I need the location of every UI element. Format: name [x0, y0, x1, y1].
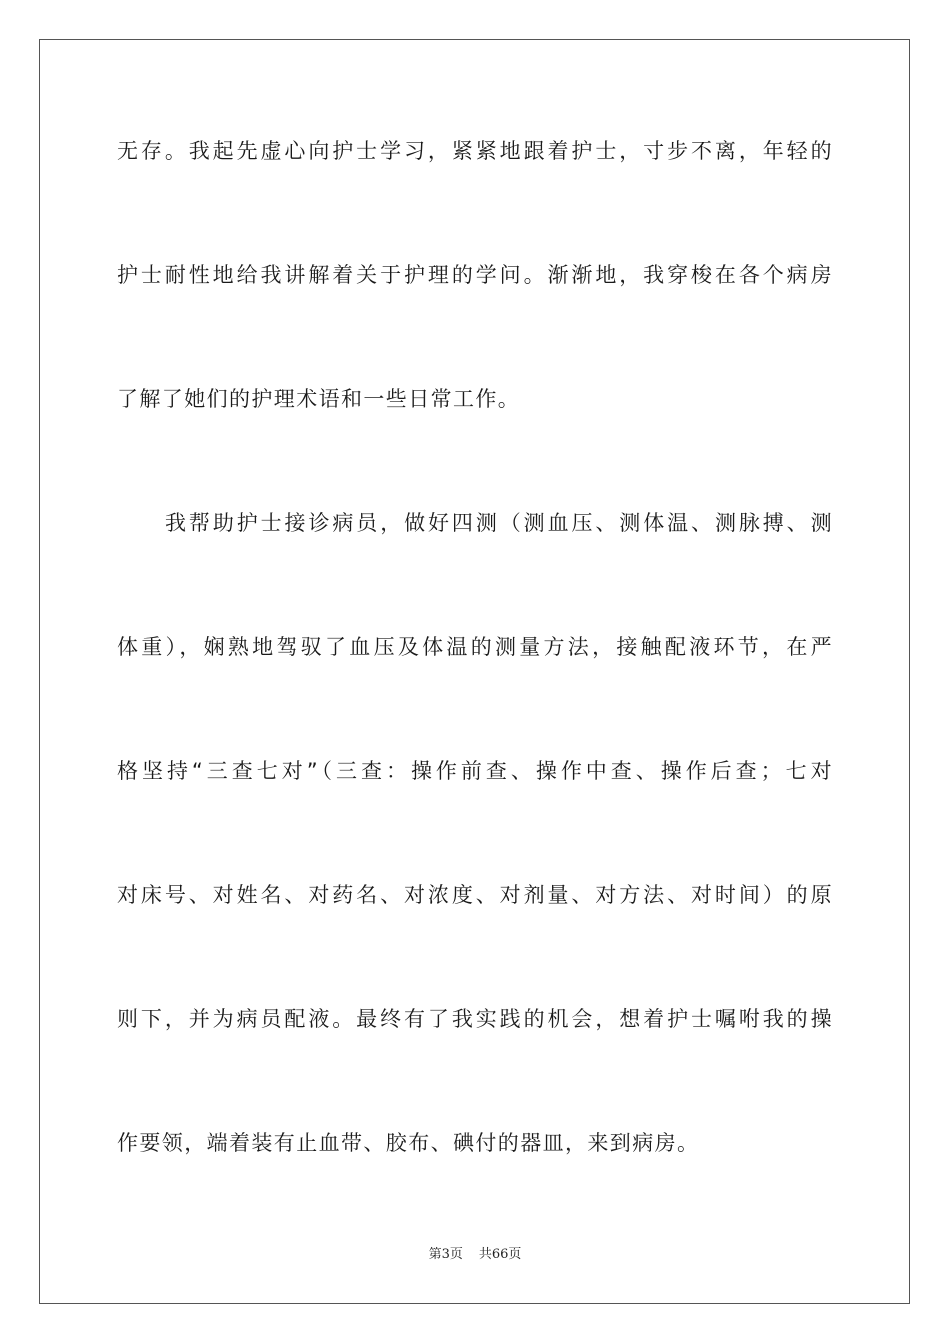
- page-number: 第3页: [428, 1247, 463, 1262]
- paragraph-line: 体重），娴熟地驾驭了血压及体温的测量方法，接触配液环节，在严: [117, 635, 833, 659]
- paragraph-line: 则下，并为病员配液。最终有了我实践的机会，想着护士嘱咐我的操: [117, 1007, 833, 1031]
- paragraph-line: 格坚持“三查七对”（三查：操作前查、操作中查、操作后查；七对: [117, 759, 833, 783]
- paragraph-line: 对床号、对姓名、对药名、对浓度、对剂量、对方法、对时间）的原: [117, 883, 833, 907]
- paragraph-line-indented: 我帮助护士接诊病员，做好四测（测血压、测体温、测脉搏、测: [165, 511, 833, 535]
- page-total: 共66页: [478, 1247, 522, 1262]
- paragraph-line: 护士耐性地给我讲解着关于护理的学问。渐渐地，我穿梭在各个病房: [117, 263, 833, 287]
- page-footer: [0, 1246, 950, 1264]
- paragraph-line: 无存。我起先虚心向护士学习，紧紧地跟着护士，寸步不离，年轻的: [117, 139, 833, 163]
- paragraph-line: 了解了她们的护理术语和一些日常工作。: [117, 387, 521, 411]
- page-border: [39, 39, 910, 1304]
- paragraph-line: 作要领，端着装有止血带、胶布、碘付的器皿，来到病房。: [117, 1131, 700, 1155]
